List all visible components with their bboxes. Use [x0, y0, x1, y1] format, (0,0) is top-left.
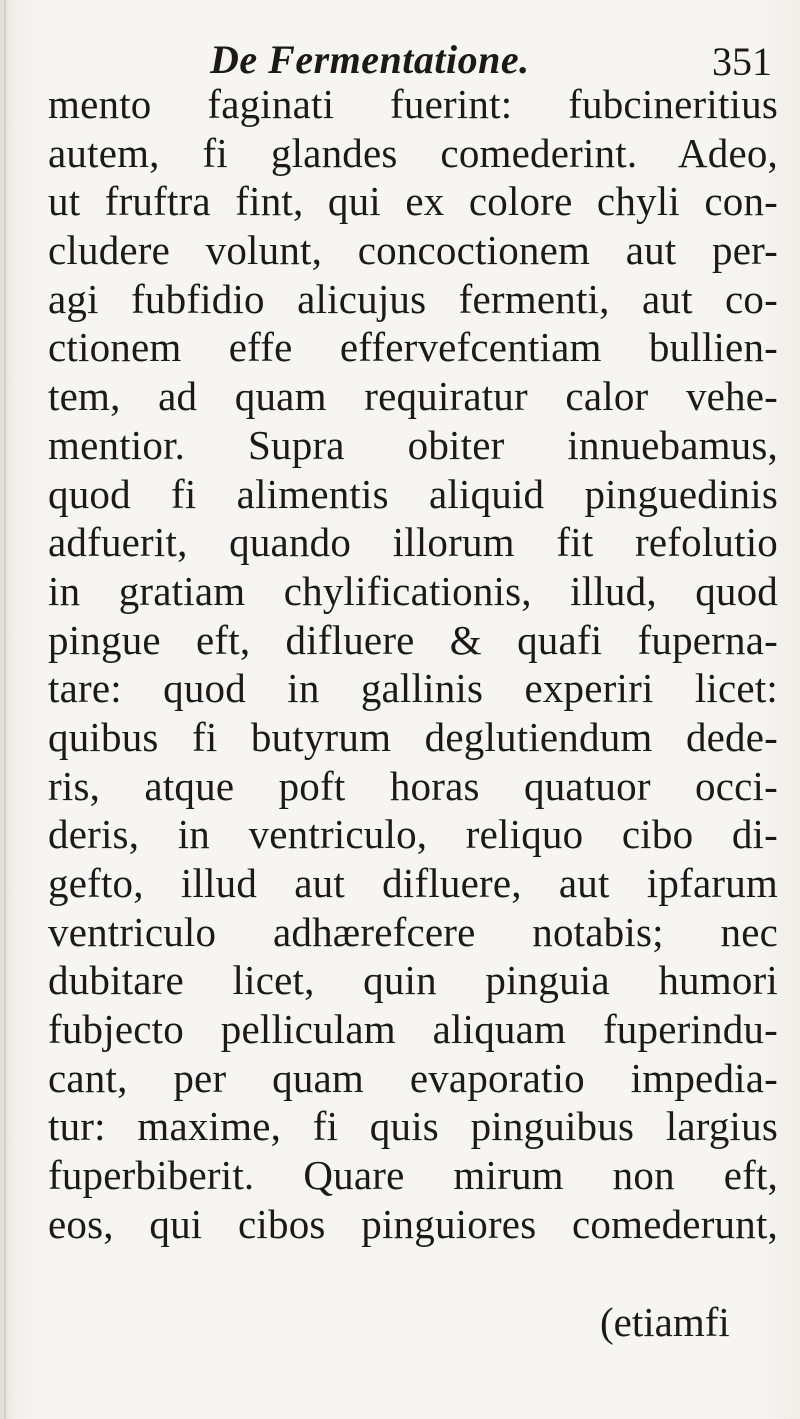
text-line: ventriculo adhærefcere notabis; nec — [48, 908, 778, 955]
text-line: quod fi alimentis aliquid pinguedinis — [48, 470, 778, 517]
text-line: autem, fi glandes comederint. Adeo, — [48, 129, 778, 176]
binding-gutter — [4, 0, 6, 1419]
text-line: ctionem effe effervefcentiam bullien- — [48, 324, 778, 371]
text-line: eos, qui cibos pinguiores comederunt, — [48, 1200, 778, 1247]
text-line: pingue eft, difluere & quafi fuperna- — [48, 616, 778, 663]
text-line: dubitare licet, quin pinguia humori — [48, 957, 778, 1004]
text-line: tem, ad quam requiratur calor vehe- — [48, 373, 778, 420]
text-line: adfuerit, quando illorum fit refolutio — [48, 519, 778, 566]
catchword: (etiamfi — [600, 1299, 730, 1345]
text-line: cant, per quam evaporatio impedia- — [48, 1054, 778, 1101]
text-line: gefto, illud aut difluere, aut ipfarum — [48, 860, 778, 906]
text-line: ut fruftra fint, qui ex colore chyli con- — [48, 178, 778, 225]
text-line: agi fubfidio alicujus fermenti, aut co- — [48, 275, 778, 322]
text-line: fuperbiberit. Quare mirum non eft, — [48, 1152, 778, 1199]
body-text — [48, 80, 778, 1249]
text-line: tur: maxime, fi quis pinguibus largius — [48, 1103, 778, 1150]
text-line: ris, atque poft horas quatuor occi- — [48, 762, 778, 809]
text-line: cludere volunt, concoctionem aut per- — [48, 227, 778, 274]
text-line: deris, in ventriculo, reliquo cibo di- — [48, 811, 778, 858]
text-line: mento faginati fuerint: fubcineritius — [48, 81, 778, 127]
page-number: 351 — [712, 39, 772, 84]
text-line: tare: quod in gallinis experiri licet: — [48, 665, 778, 712]
text-line: fubjecto pelliculam aliquam fuperindu- — [48, 1006, 778, 1053]
text-line: quibus fi butyrum deglutiendum dede- — [48, 713, 778, 760]
text-line: mentior. Supra obiter innuebamus, — [48, 421, 778, 468]
running-title: De Fermentatione. — [210, 37, 530, 82]
text-line: in gratiam chylificationis, illud, quod — [48, 567, 778, 614]
